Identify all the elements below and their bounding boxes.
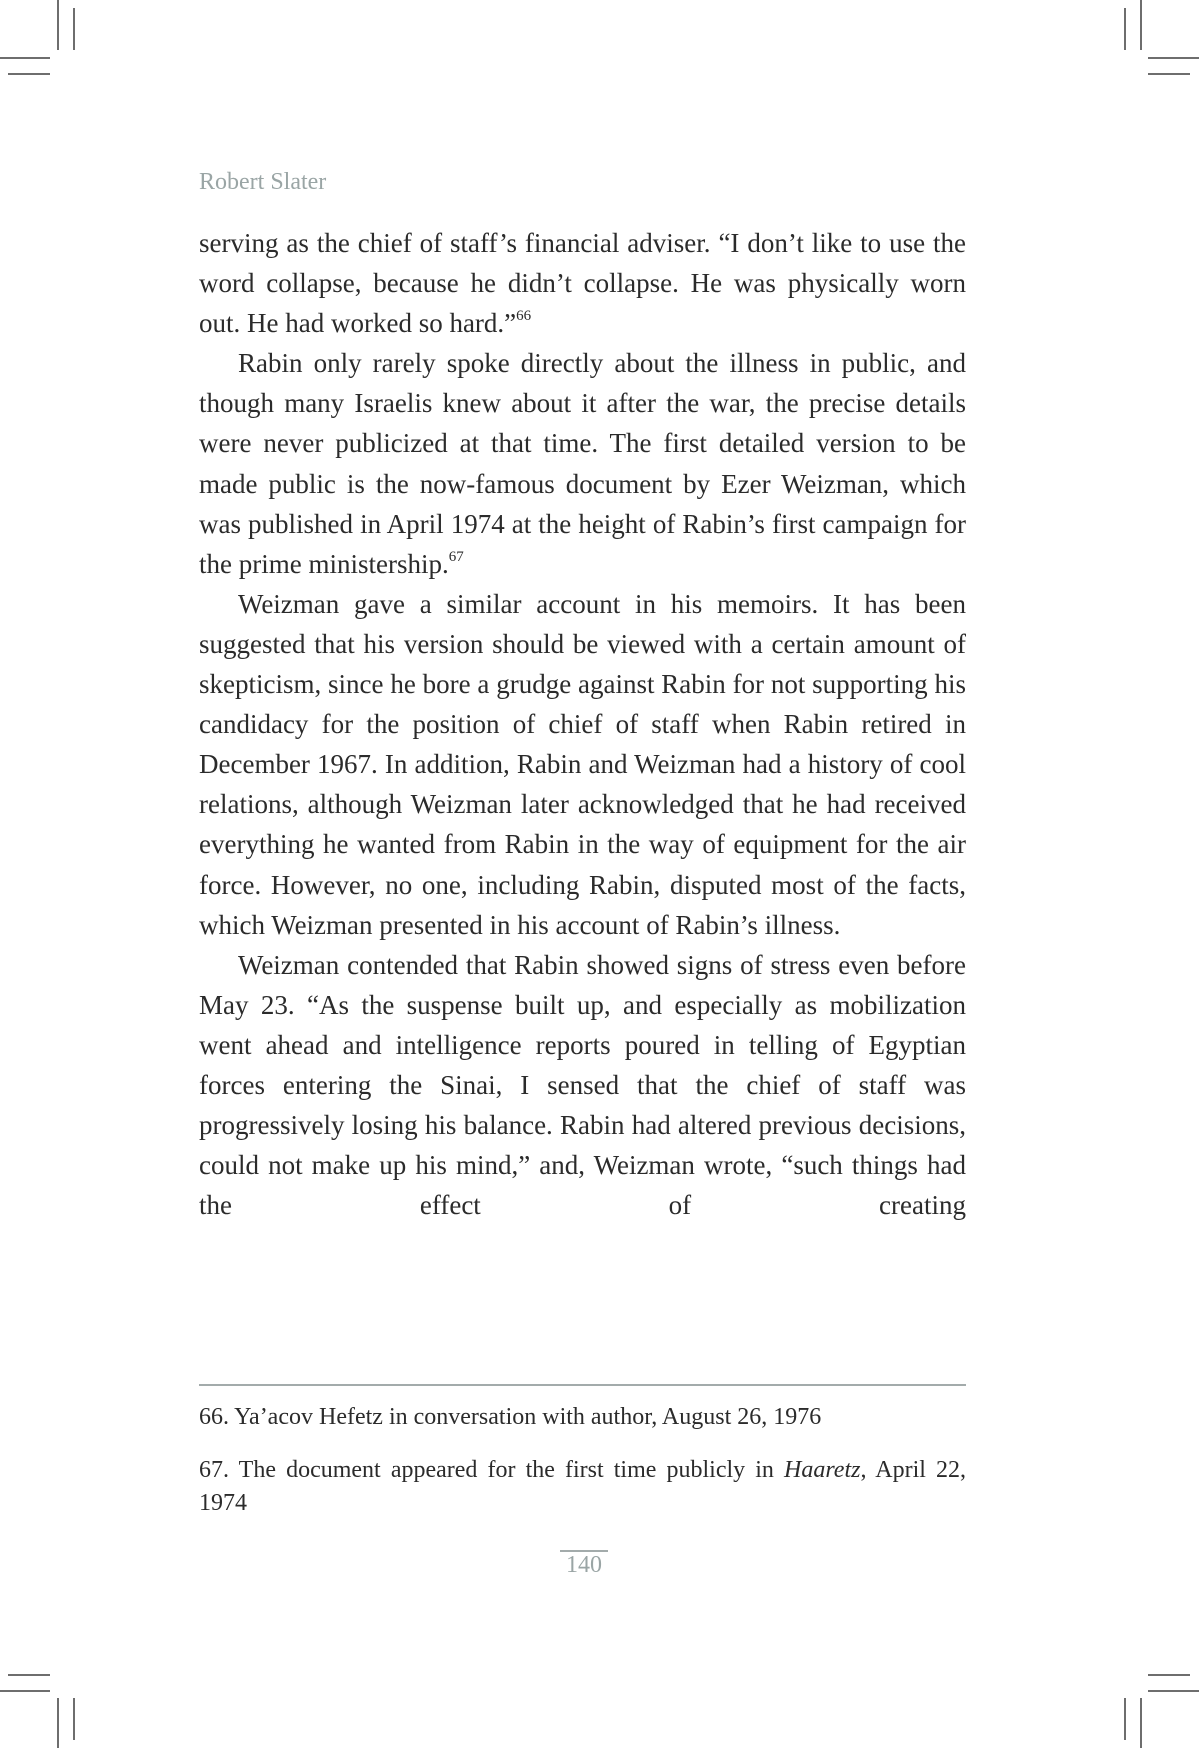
crop-mark-top-right-outer — [1140, 0, 1142, 50]
footnote-number: 67. — [199, 1457, 229, 1483]
crop-mark-bottom-right-h-outer — [1148, 1690, 1199, 1692]
paragraph — [199, 945, 966, 1226]
crop-mark-bottom-right-h-inner — [1148, 1674, 1190, 1676]
paragraph — [199, 584, 966, 945]
running-head: Robert Slater — [199, 169, 327, 195]
footnote — [199, 1401, 966, 1434]
footnote-text: The document appeared for the first time publicly in — [238, 1457, 774, 1483]
footnote-ref[interactable]: 66 — [516, 308, 532, 325]
crop-mark-bottom-left-h-inner — [8, 1674, 50, 1676]
crop-mark-top-left-outer — [57, 0, 59, 50]
crop-mark-bottom-left-h-outer — [0, 1690, 50, 1692]
crop-mark-bottom-right-inner — [1124, 1698, 1126, 1740]
crop-mark-top-left-h-inner — [8, 73, 50, 75]
page-number: 140 — [566, 1552, 602, 1578]
page-footer — [559, 1550, 609, 1578]
crop-mark-top-right-h-outer — [1148, 57, 1199, 59]
footnotes — [199, 1401, 966, 1520]
crop-mark-top-left-inner — [73, 8, 75, 50]
footnote-text: Ya’acov Hefetz in conversation with author, August 26, 1976 — [234, 1404, 822, 1430]
crop-mark-bottom-left-outer — [57, 1698, 59, 1748]
footnote — [199, 1454, 966, 1520]
crop-mark-bottom-right-outer — [1140, 1698, 1142, 1748]
crop-mark-top-left-h-outer — [0, 57, 50, 59]
footnote-text: , April 22, 1974 — [199, 1457, 966, 1516]
crop-mark-bottom-left-inner — [73, 1698, 75, 1740]
crop-mark-top-right-h-inner — [1148, 73, 1190, 75]
paragraph-text: Rabin only rarely spoke directly about the illness in public, and though many Israelis knew about it after the war, the precise details were never publicized at that time. The first detailed version to be made public is the now-famous document by Ezer Weizman, which was published in April 1974 at the height of Rabin’s first campaign for the prime ministership. — [199, 348, 966, 579]
footnote-divider — [199, 1384, 966, 1386]
paragraph-text: serving as the chief of staff’s financial adviser. “I don’t like to use the word collapse, because he didn’t collapse. He was physically worn out. He had worked so hard.” — [199, 228, 966, 339]
paragraph — [199, 223, 966, 343]
crop-mark-top-right-inner — [1124, 8, 1126, 50]
paragraph-text: Weizman gave a similar account in his memoirs. It has been suggested that his version should be viewed with a certain amount of skepticism, since he bore a grudge against Rabin for not supporting his candidacy for the position of chief of staff when Rabin retired in December 1967. In addition, Rabin and Weizman had a history of cool relations, although Weizman later acknowledged that he had received everything he wanted from Rabin in the way of equipment for the air force. However, no one, including Rabin, disputed most of the facts, which Weizman presented in his account of Rabin’s illness. — [199, 588, 966, 940]
paragraph — [199, 343, 966, 584]
body-text — [199, 223, 966, 1225]
footnote-number: 66. — [199, 1404, 229, 1430]
paragraph-text: Weizman contended that Rabin showed signs of stress even before May 23. “As the suspense built up, and especially as mobilization went ahead and intelligence reports poured in telling of Egyptian forces entering the Sinai, I sensed that the chief of staff was progressively losing his balance. Rabin had altered previous decisions, could not make up his mind,” and, Weizman wrote, “such things had the effect of creating — [199, 949, 966, 1221]
footnote-ref[interactable]: 67 — [448, 548, 464, 565]
publication-title: Haaretz — [784, 1457, 861, 1483]
